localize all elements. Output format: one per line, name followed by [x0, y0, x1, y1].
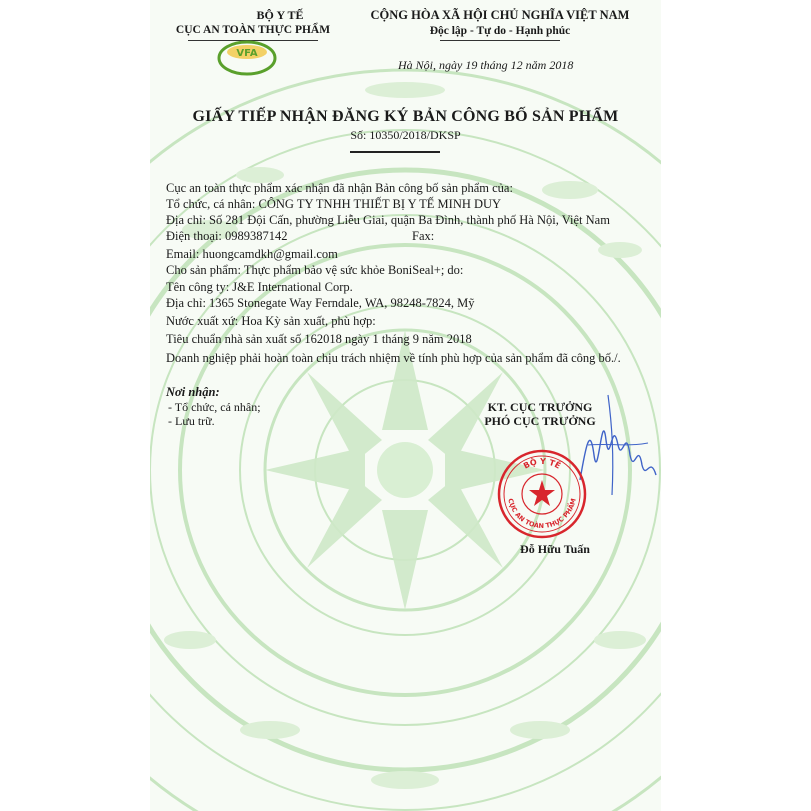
ministry-name: BỘ Y TẾ: [256, 8, 304, 22]
body-line-standard: Tiêu chuẩn nhà sản xuất số 162018 ngày 1 tháng 9 năm 2018: [166, 332, 472, 346]
title-underline: [350, 151, 440, 153]
body-line-company-address: Địa chỉ: 1365 Stonegate Way Ferndale, WA, 98248-7824, Mỹ: [166, 296, 475, 310]
signature-role-deputy: KT. CỤC TRƯỞNG: [487, 400, 593, 414]
stamp-top-text: BỘ Y TẾ: [522, 456, 563, 471]
recipients-heading: Nơi nhận:: [166, 385, 220, 399]
date-line: Hà Nội, ngày 19 tháng 12 năm 2018: [398, 58, 574, 72]
stamp-bottom-text: CỤC AN TOÀN THỰC PHẨM: [506, 497, 578, 531]
body-line-product: Cho sản phẩm: Thực phẩm bảo vệ sức khỏe BoniSeal+; do:: [166, 263, 464, 277]
certificate-page: [150, 0, 661, 811]
body-line-fax-label: Fax:: [412, 229, 435, 243]
body-line-origin: Nước xuất xứ: Hoa Kỳ sản xuất, phù hợp:: [166, 314, 376, 328]
official-red-stamp: [496, 448, 588, 540]
body-line-phone: Điện thoại: 0989387142: [166, 229, 288, 243]
document-number: Số: 10350/2018/DKSP: [350, 128, 461, 142]
document-title: GIẤY TIẾP NHẬN ĐĂNG KÝ BẢN CÔNG BỐ SẢN PHẨM: [192, 108, 619, 125]
body-line-company: Tên công ty: J&E International Corp.: [166, 280, 353, 294]
body-line-email: Email: huongcamdkh@gmail.com: [166, 247, 338, 261]
nation-name: CỘNG HÒA XÃ HỘI CHỦ NGHĨA VIỆT NAM: [370, 8, 630, 22]
header-right-underline: [440, 40, 560, 41]
recipient-item: - Lưu trữ.: [168, 414, 215, 428]
body-line-organization: Tổ chức, cá nhân: CÔNG TY TNHH THIẾT BỊ Y TẾ MINH DUY: [166, 197, 502, 211]
national-motto: Độc lập - Tự do - Hạnh phúc: [429, 25, 571, 37]
signer-name: Đỗ Hữu Tuấn: [520, 542, 590, 556]
vfa-logo-text: VFA: [236, 48, 258, 59]
body-line-intro: Cục an toàn thực phẩm xác nhận đã nhận Bản công bố sản phẩm của:: [166, 181, 513, 195]
body-line-responsibility: Doanh nghiệp phải hoàn toàn chịu trách nhiệm về tính phù hợp của sản phẩm đã công bố./.: [166, 351, 621, 365]
recipient-item: - Tổ chức, cá nhân;: [168, 400, 261, 414]
body-line-address: Địa chỉ: Số 281 Đội Cấn, phường Liễu Giai, quận Ba Đình, thành phố Hà Nội, Việt Nam: [166, 213, 610, 227]
vfa-logo: [216, 38, 278, 76]
agency-name: CỤC AN TOÀN THỰC PHẨM: [175, 24, 331, 36]
signature-role-vice-director: PHÓ CỤC TRƯỞNG: [484, 414, 596, 428]
